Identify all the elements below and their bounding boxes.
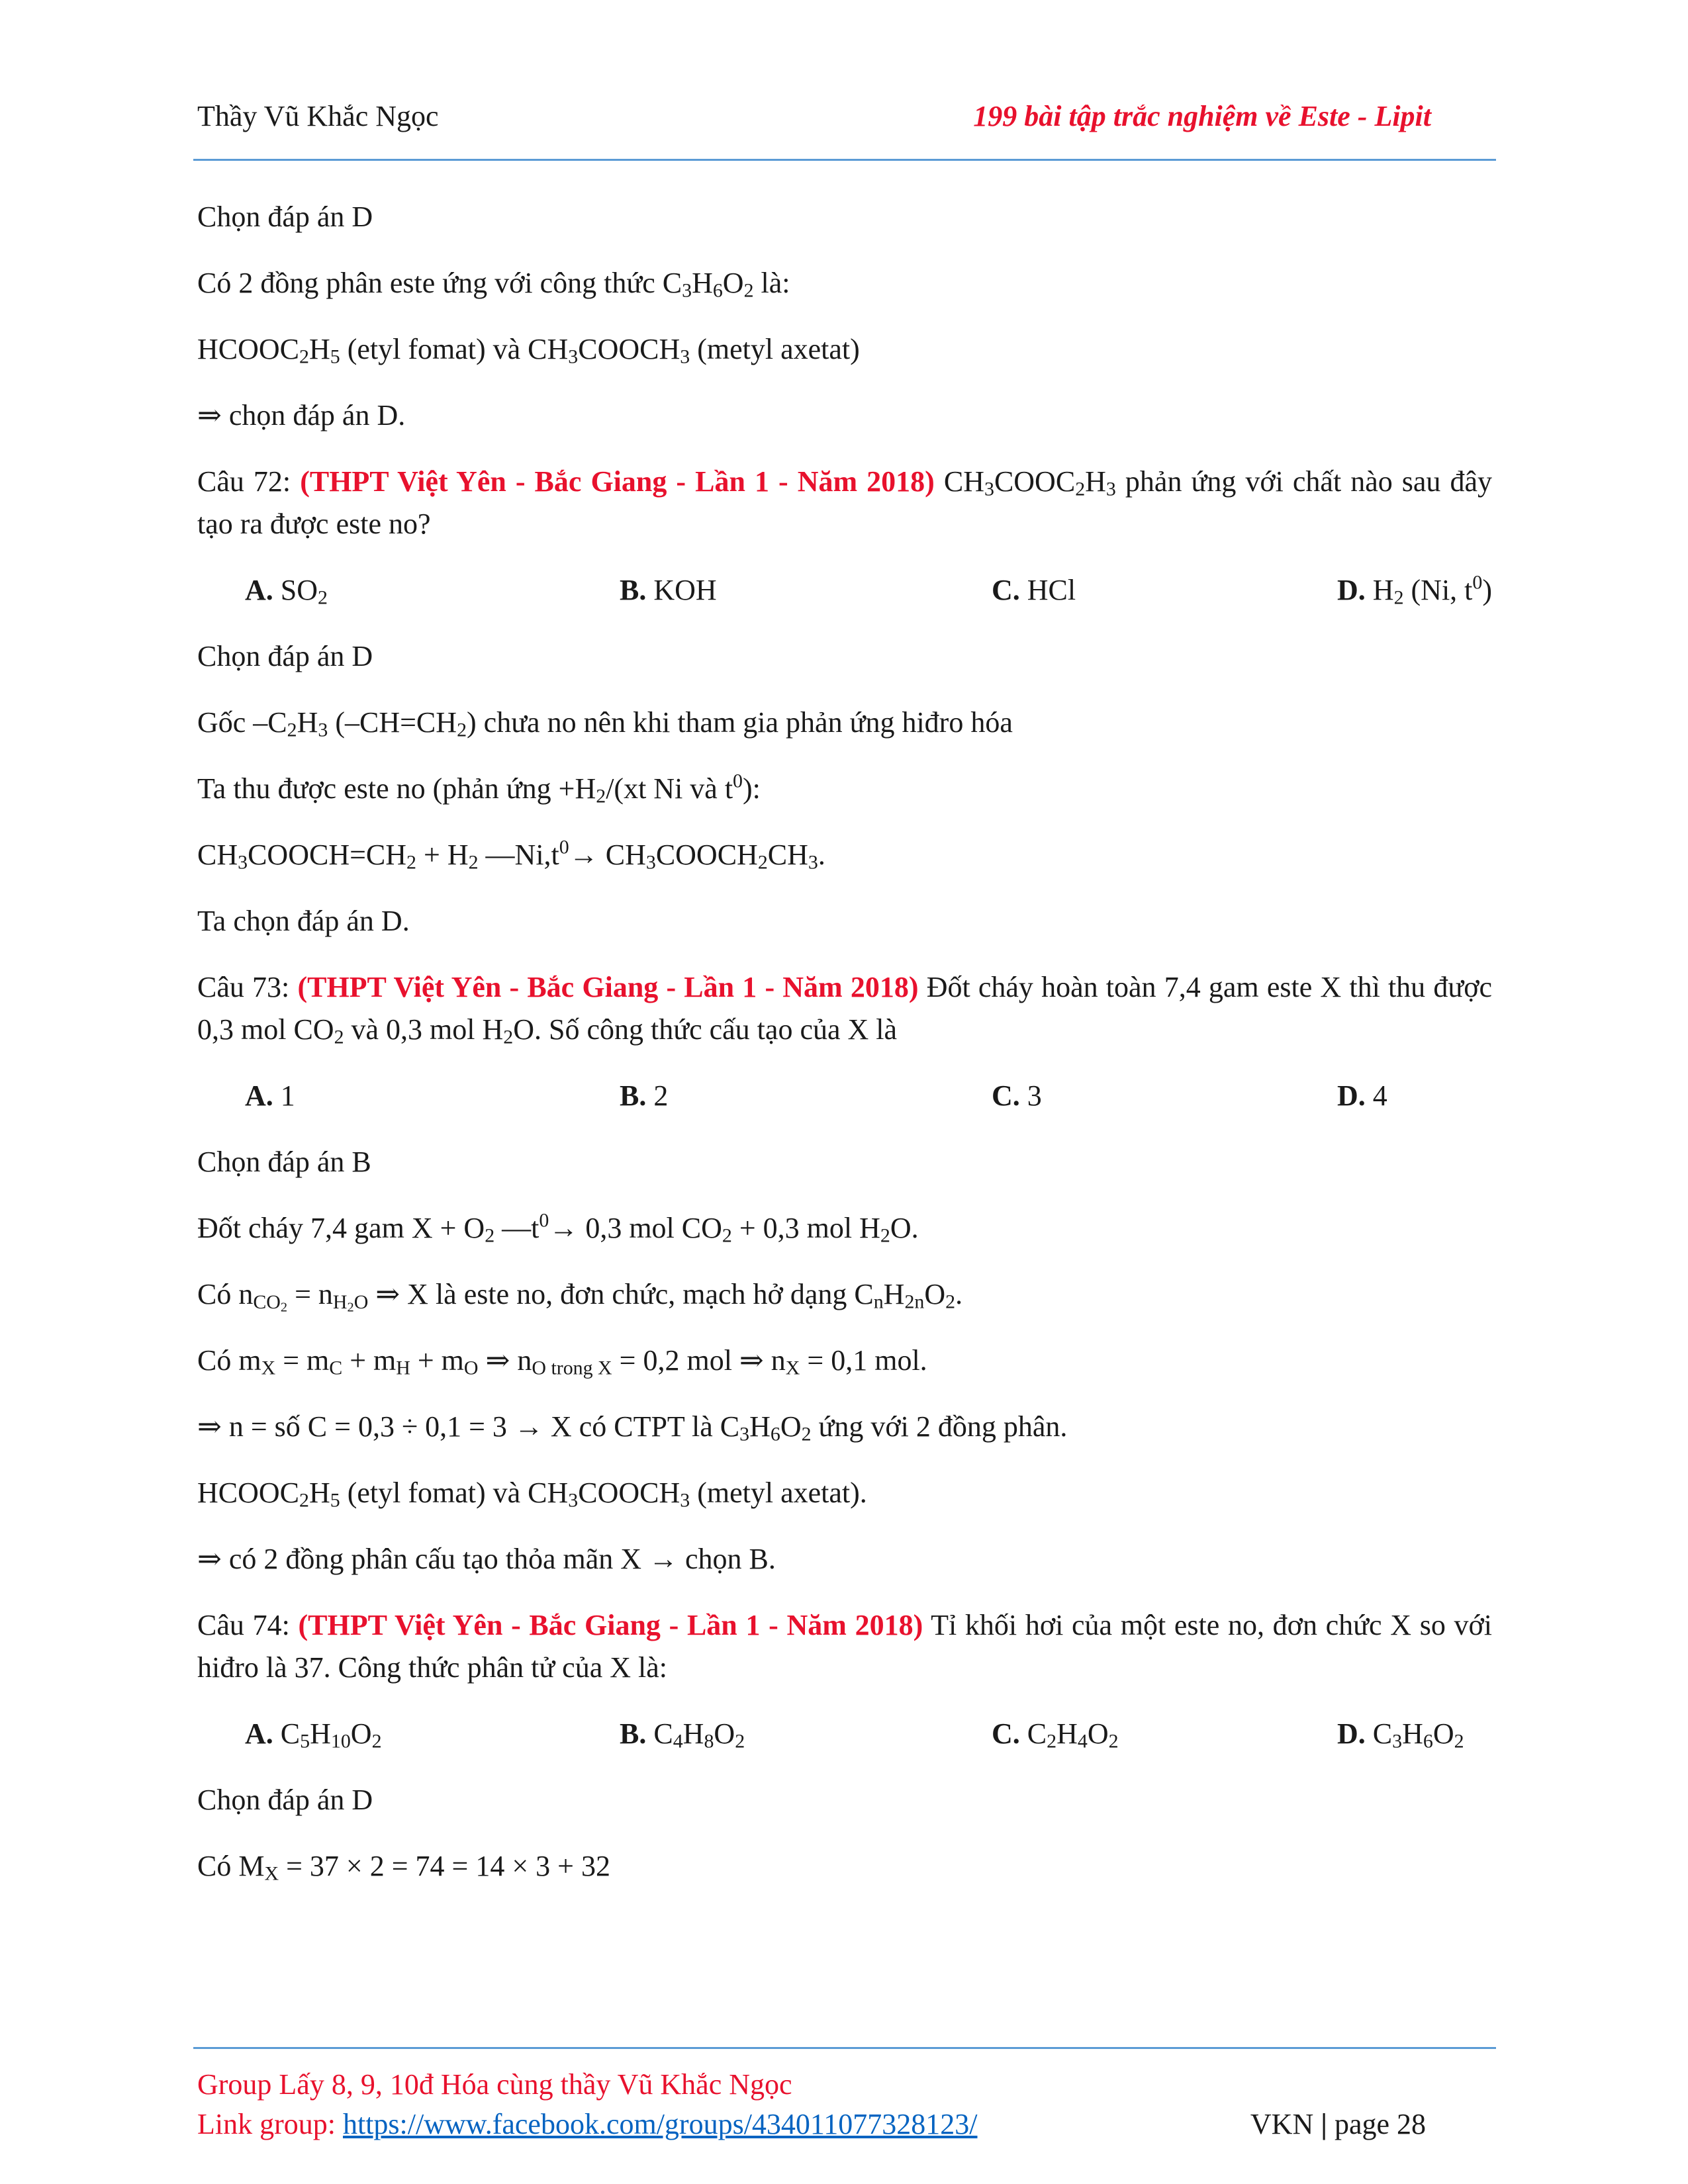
equation: Đốt cháy 7,4 gam $X + O_2$ $—t^0\to 0,3$ mol $CO_2 + 0,3$ mol $H_2O$. <box>197 1209 919 1247</box>
paragraph: Có $n_{CO_2} = n_{H_2O}$ ⇒ X là este no, đơn chức, mạch hở dạng $C_nH_{2n}O_2$. <box>197 1278 963 1315</box>
paragraph: Gốc $-C_2H_3$ $(-CH=CH_2)$ chưa no nên khi tham gia phản ứng hiđro hóa <box>197 706 1013 741</box>
paragraph: Ta chọn đáp án D. <box>197 905 410 937</box>
option-d[interactable]: D. $H_2$ (Ni, $t^0$) <box>1337 571 1493 609</box>
question-72: Câu 72: (THPT Việt Yên - Bắc Giang - Lần 1 - Năm 2018) $CH_3COOC_2H_3$ phản ứng với chất nào sau đây tạo ra được este no? <box>197 465 1493 540</box>
option-b[interactable]: B. KOH <box>620 574 717 606</box>
footer-link-line: Link group: https://www.facebook.com/groups/434011077328123/ <box>197 2108 978 2140</box>
paragraph: ⇒ chọn đáp án D. <box>197 399 406 432</box>
group-link[interactable]: https://www.facebook.com/groups/434011077328123/ <box>342 2108 978 2140</box>
paragraph: Có 2 đồng phân este ứng với công thức $C_3H_6O_2$ là: <box>197 267 790 302</box>
answer-line: Chọn đáp án D <box>197 1784 373 1816</box>
option-b[interactable]: B. 2 <box>620 1079 669 1112</box>
paragraph: Có $M_X = 37 \times 2 = 74 = 14 \times 3 + 32$ <box>197 1850 610 1885</box>
footer-divider <box>193 2047 1496 2049</box>
paragraph: ⇒ n = số C = 0,3 ÷ 0,1 = 3 → X có CTPT là $C_3H_6O_2$ ứng với 2 đồng phân. <box>197 1410 1068 1445</box>
header-author: Thầy Vũ Khắc Ngọc <box>197 100 439 132</box>
paragraph: Ta thu được este no (phản ứng $+H_2/(xt$ Ni và $t^0$): <box>197 770 761 807</box>
question-73: Câu 73: (THPT Việt Yên - Bắc Giang - Lần 1 - Năm 2018) Đốt cháy hoàn toàn 7,4 gam este X thì thu được 0,3 mol $CO_2$ và 0,3 mol $H_2O$. Số công thức cấu tạo của X là <box>197 971 1492 1048</box>
footer-group: Group Lấy 8, 9, 10đ Hóa cùng thầy Vũ Khắc Ngọc <box>197 2068 792 2101</box>
answer-line: Chọn đáp án B <box>197 1146 371 1178</box>
answer-line: Chọn đáp án D <box>197 640 373 672</box>
question-source: (THPT Việt Yên - Bắc Giang - Lần 1 - Năm 2018) <box>298 1609 923 1641</box>
page-content <box>197 196 1492 1911</box>
option-a[interactable]: A. 1 <box>245 1079 295 1112</box>
option-d[interactable]: D. 4 <box>1337 1079 1387 1112</box>
paragraph: ⇒ có 2 đồng phân cấu tạo thỏa mãn X → chọn B. <box>197 1543 776 1575</box>
option-c[interactable]: C. $C_2H_4O_2$ <box>992 1717 1119 1752</box>
header-doc-title: 199 bài tập trắc nghiệm về Este - Lipit <box>973 100 1431 132</box>
equation: $CH_3COOCH=CH_2 + H_2$ $—Ni,t^0\to$ $CH_3COOCH_2CH_3$. <box>197 836 825 874</box>
page-number: VKN | page 28 <box>1250 2108 1426 2140</box>
option-c[interactable]: C. 3 <box>992 1079 1042 1112</box>
option-a[interactable]: A. $C_5H_{10}O_2$ <box>245 1717 382 1752</box>
options-72 <box>197 569 1492 612</box>
header-divider <box>193 159 1496 161</box>
paragraph: Có $m_X = m_C + m_H + m_O$ ⇒ $n_{O trong X} = 0,2$ mol ⇒ $n_X = 0,1$ mol. <box>197 1344 927 1379</box>
question-source: (THPT Việt Yên - Bắc Giang - Lần 1 - Năm 2018) <box>300 465 935 498</box>
options-73 <box>197 1075 1492 1117</box>
question-74: Câu 74: (THPT Việt Yên - Bắc Giang - Lần 1 - Năm 2018) Tỉ khối hơi của một este no, đơn chức X so với hiđro là 37. Công thức phân tử của X là: <box>197 1609 1492 1684</box>
option-c[interactable]: C. HCl <box>992 574 1076 606</box>
options-74 <box>197 1713 1492 1755</box>
answer-line: Chọn đáp án D <box>197 201 373 233</box>
paragraph: $HCOOC_2H_5$ (etyl fomat) và $CH_3COOCH_3$ (metyl axetat) <box>197 333 860 368</box>
option-d[interactable]: D. $C_3H_6O_2$ <box>1337 1717 1464 1752</box>
question-source: (THPT Việt Yên - Bắc Giang - Lần 1 - Năm 2018) <box>297 971 919 1003</box>
option-b[interactable]: B. $C_4H_8O_2$ <box>620 1717 745 1752</box>
option-a[interactable]: A. $SO_2$ <box>245 574 328 609</box>
paragraph: $HCOOC_2H_5$ (etyl fomat) và $CH_3COOCH_3$ (metyl axetat). <box>197 1477 867 1512</box>
